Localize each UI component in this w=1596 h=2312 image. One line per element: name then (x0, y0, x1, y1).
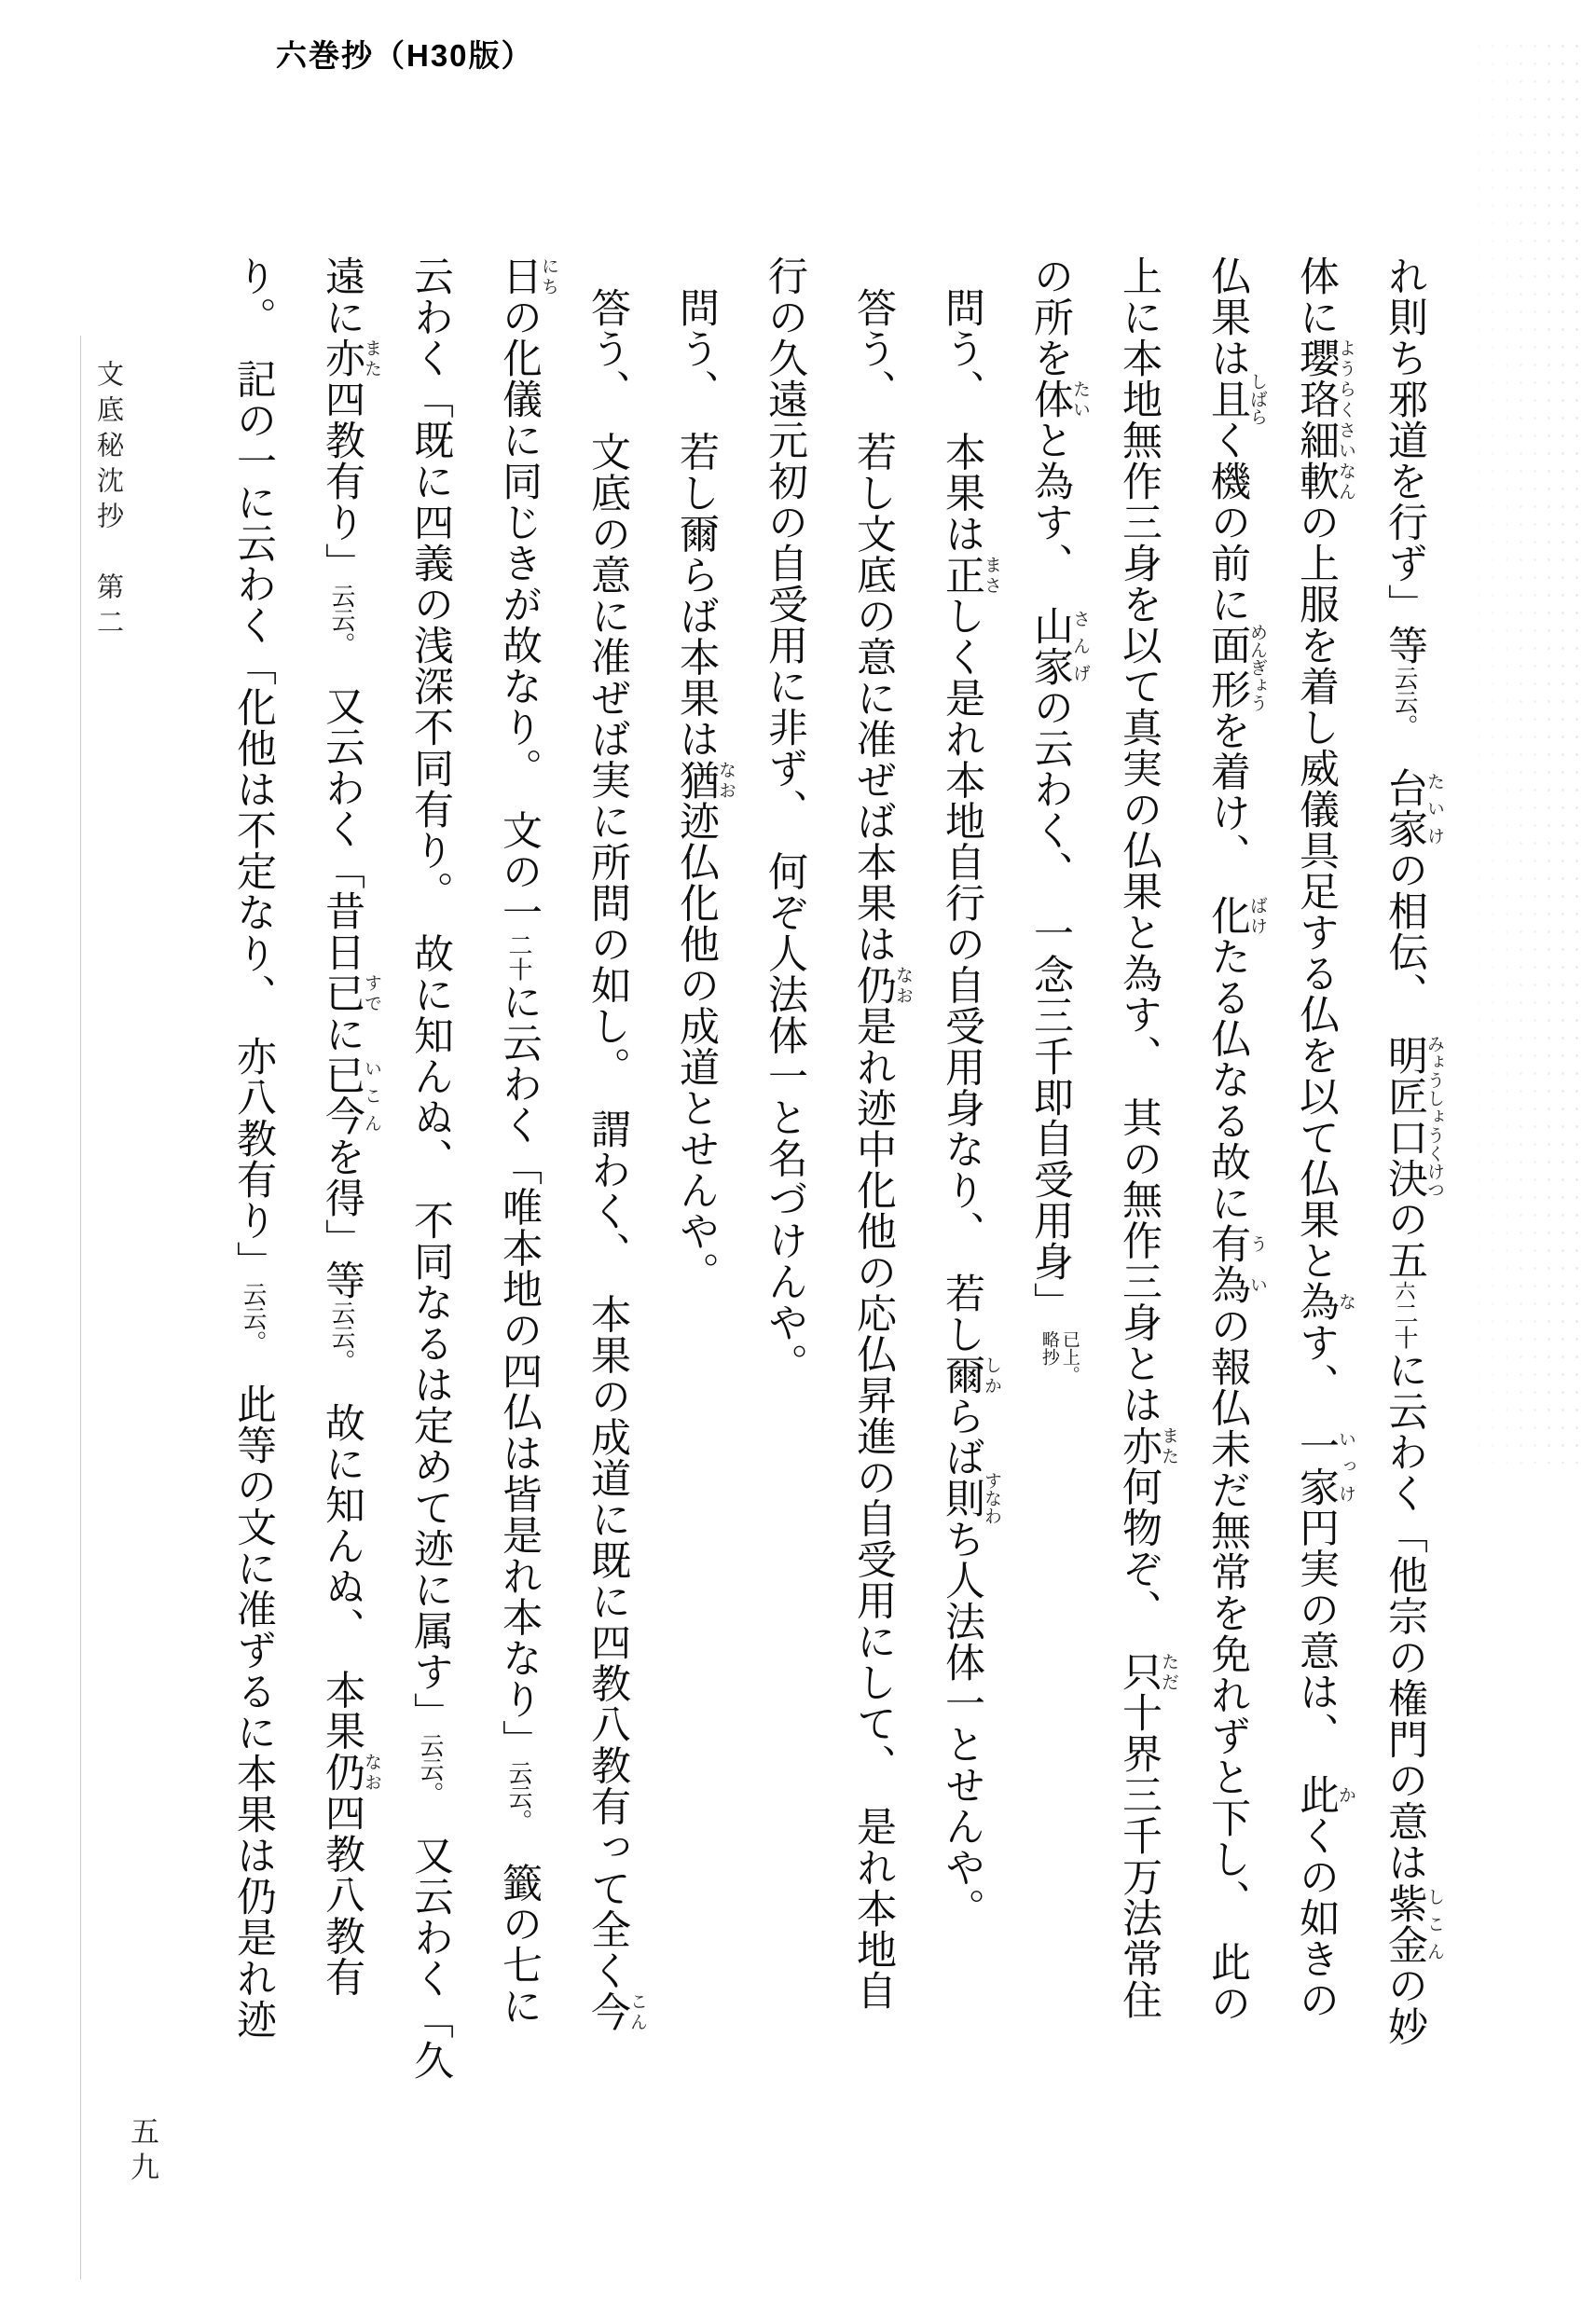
page-number: 五九 (126, 2116, 158, 2187)
ruby-term: 有為うい (1205, 1223, 1267, 1305)
text-column: 仏果は且しばらく機の前に面形めんぎょうを着け、 化ばけたる仏なる故に有為ういの報仏未だ無常を免れずと下し、 此の (1205, 255, 1267, 2024)
ruby-term: 此か (1294, 1774, 1355, 1815)
ruby-term: 亦また (320, 337, 381, 378)
ruby-term: 且しばら (1205, 372, 1267, 426)
small-annotation: 云云。 (328, 1300, 355, 1361)
ruby-term: 今こん (585, 1990, 647, 2032)
ruby-term: 一家いっけ (1294, 1424, 1355, 1507)
text-column: 云わく「既に四義の浅深不同有り。 故に知んぬ、 不同なるは定めて迹に属す」云云。 又云わく「久 (408, 255, 452, 2081)
small-annotation: 二十 (505, 932, 532, 982)
text-column: 答う、 文底の意に准ぜば実に所問の如し。 謂わく、 本果の成道に既に四教八教有って全く今こん (585, 287, 647, 2032)
small-annotation: 云云。 (1391, 666, 1418, 726)
small-annotation: 二十 (1391, 1300, 1418, 1350)
ruby-term: 紫金しこん (1383, 1882, 1444, 1965)
ruby-term: 面形めんぎょう (1205, 623, 1267, 712)
ruby-term: 明匠口決みょうしょうくけつ (1383, 1034, 1444, 1199)
text-column: り。 記の一に云わく「化他は不定なり、 亦八教有り」云云。 此等の文に准ずるに本果は仍是れ迹 (231, 255, 275, 2040)
text-column: 行の久遠元初の自受用に非ず、 何ぞ人法体一と名づけんや。 (763, 255, 806, 1384)
text-column: 上に本地無作三身を以て真実の仏果と為す、 其の無作三身とは亦また何物ぞ、 只ただ十界三千万法常住 (1117, 255, 1178, 2020)
ruby-term: 只ただ (1117, 1651, 1178, 1692)
text-columns (209, 255, 1449, 2129)
text-column: 答う、 若し文底の意に准ぜば本果は仍なお是れ迹中化他の応仏昇進の自受用にして、 是れ本地自 (851, 287, 913, 2011)
ruby-term: 正まさ (940, 554, 1001, 596)
ruby-term: 爾しか (940, 1355, 1001, 1396)
ruby-term: 台家たいけ (1383, 767, 1444, 849)
ruby-term: 仍なお (320, 1751, 381, 1793)
small-annotation: 云云。 (328, 584, 355, 644)
scan-noise (1458, 37, 1579, 1464)
ruby-term: 瓔珞細軟ようらくさいなん (1294, 337, 1355, 502)
inline-note: 已上。 略抄 (1039, 1330, 1080, 1383)
text-column: 問う、 本果は正まさしく是れ本地自行の自受用身なり、 若し爾しからば則すなわち人法体一とせんや。 (940, 287, 1001, 1929)
ruby-term: 日にち (497, 255, 558, 296)
text-column: れ則ち邪道を行ず」等云云。 台家たいけの相伝、 明匠口決みょうしょうくけつの五六二十に云わく「他宗の権門の意は紫金しこんの妙 (1383, 255, 1444, 2047)
ruby-term: 已すで (320, 972, 381, 1013)
small-annotation: 六 (1393, 1280, 1416, 1301)
ruby-term: 仍なお (851, 964, 913, 1006)
small-annotation: 云云。 (240, 1282, 267, 1342)
ruby-term: 則すなわ (940, 1471, 1001, 1525)
text-column: 遠に亦また四教有り」云云。 又云わく「昔日已すでに已今いこんを得」等云云。 故に知んぬ、 本果仍なお四教八教有 (320, 255, 381, 1998)
ruby-term: 猶なお (674, 759, 736, 801)
text-column: の所を体たいと為す、 山家さんげの云わく、 一念三千即自受用身」已上。 略抄 (1028, 255, 1090, 1383)
ruby-term: 為な (1294, 1281, 1355, 1322)
ruby-term: 化ばけ (1205, 895, 1267, 936)
small-annotation: 云云。 (505, 1760, 532, 1822)
ruby-term: 体たい (1028, 378, 1090, 420)
text-column: 日にちの化儀に同じきが故なり。 文の一二十に云わく「唯本地の四仏は皆是れ本なり」云云。 籤の七に (497, 255, 558, 2027)
text-column: 問う、 若し爾らば本果は猶なお迹仏化他の成道とせんや。 (674, 287, 736, 1293)
text-column: 体に瓔珞細軟ようらくさいなんの上服を着し威儀具足する仏を以て仏果と為なす、 一家いっけ円実の意は、 此かくの如きの (1294, 255, 1355, 2020)
page-header-title: 六巻抄（H30版） (276, 38, 534, 73)
ruby-term: 已今いこん (320, 1054, 381, 1136)
ruby-term: 山家さんげ (1028, 604, 1090, 687)
ruby-term: 亦また (1117, 1424, 1178, 1466)
small-annotation: 云云。 (417, 1733, 444, 1794)
running-title: 文底秘沈抄 第二 (93, 360, 123, 643)
binding-line (80, 336, 81, 2279)
